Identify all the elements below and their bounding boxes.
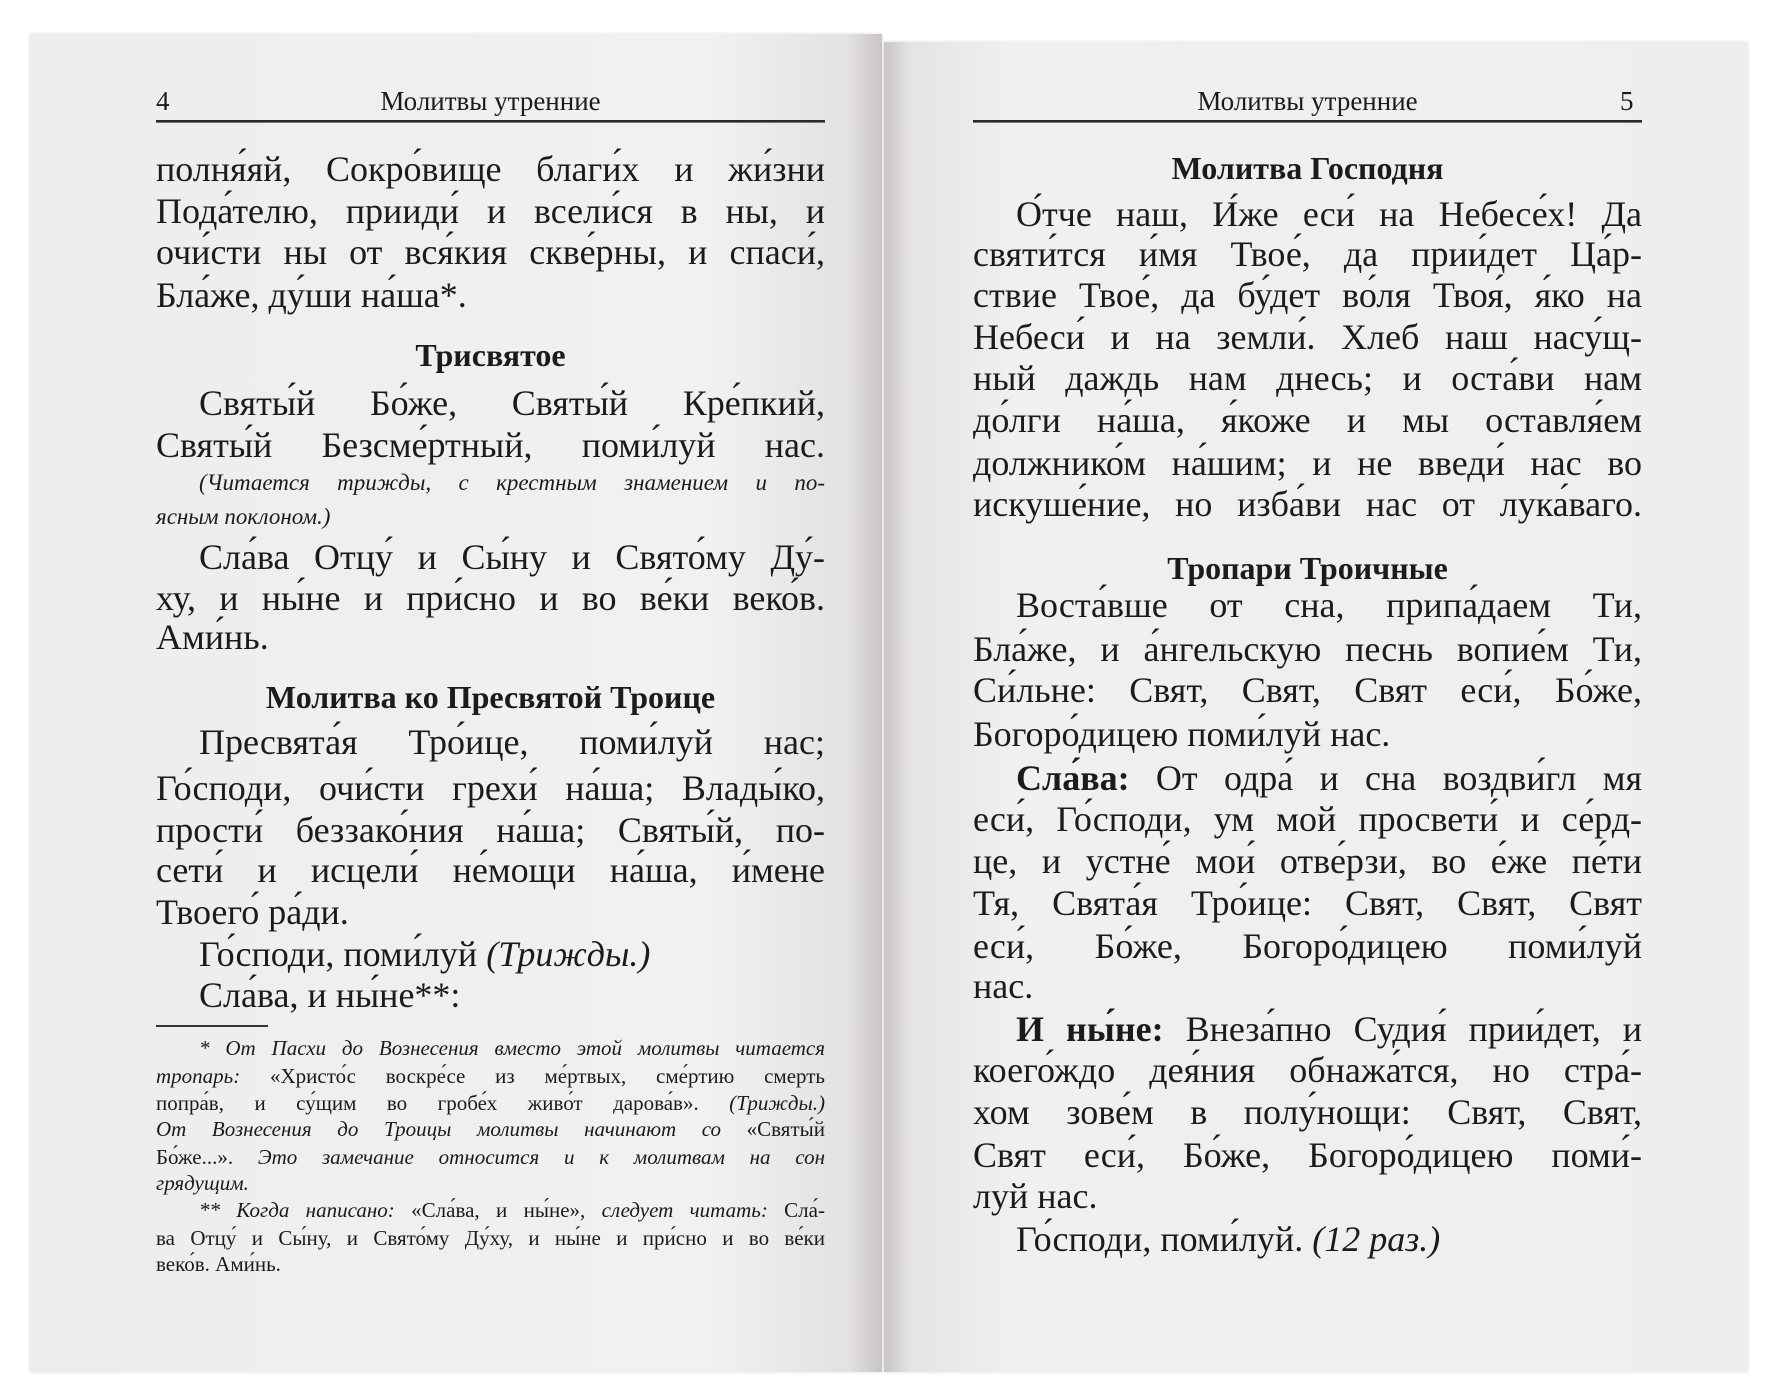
- footnote-line: [156, 1251, 825, 1278]
- left-text-line: [156, 496, 825, 538]
- text-segment: искуше́ние, но изба́ви нас от лука́ваго.: [973, 484, 1642, 524]
- left-text-line: [156, 809, 825, 851]
- left-text-heading: [156, 676, 825, 718]
- left-text-line: [156, 424, 825, 466]
- text-segment: веко́в. Ами́нь.: [156, 1251, 281, 1276]
- text-segment: до́лги на́ша, я́коже и мы оставля́ем: [973, 400, 1642, 440]
- footnote-line: [156, 1225, 825, 1252]
- italic-text: (Трижды.): [729, 1090, 825, 1115]
- right-text-line: [973, 965, 1642, 1007]
- left-text-line: [199, 721, 825, 763]
- text-segment: луй нас.: [973, 1176, 1098, 1216]
- right-text-line: [973, 1134, 1642, 1176]
- text-segment: це, и устне́ мои́ отве́рзи, во е́же пе́ти: [973, 841, 1642, 881]
- right-text-line: [973, 882, 1642, 924]
- left-text-line: [156, 767, 825, 809]
- footnote-rule: [156, 1025, 268, 1027]
- text-segment: Твоего́ ра́ди.: [156, 892, 349, 932]
- text-segment: еси́, Го́споди, ум мой просвети́ и се́рд-: [973, 799, 1642, 839]
- text-segment: ный даждь нам днесь; и оста́ви нам: [973, 358, 1642, 398]
- italic-text: следует читать:: [601, 1197, 785, 1222]
- left-text-line: [156, 577, 825, 619]
- right-text-line: [1016, 757, 1642, 799]
- text-segment: О́тче наш, И́же еси́ на Небесе́х! Да: [1016, 194, 1642, 234]
- text-segment: Воста́вше от сна, припа́даем Ти,: [1016, 585, 1642, 625]
- right-text-line: [973, 357, 1642, 399]
- text-segment: прости́ беззако́ния на́ша; Святы́й, по-: [156, 810, 825, 850]
- left-text-heading: [156, 334, 825, 376]
- footnote-line: [156, 1116, 825, 1143]
- text-segment: еси́, Бо́же, Богоро́дицею поми́луй: [973, 926, 1642, 966]
- text-segment: нас.: [973, 966, 1034, 1006]
- right-text-line: [973, 628, 1642, 670]
- text-segment: святи́тся и́мя Твое́, да прии́дет Ца́р-: [973, 234, 1642, 274]
- text-segment: (Читается трижды, с крестным знамением и по-: [199, 470, 825, 495]
- bold-label: И ны́не:: [1016, 1009, 1186, 1049]
- right-text-line: [973, 840, 1642, 882]
- italic-text: грядущим.: [156, 1170, 249, 1195]
- text-segment: Святы́й Безсме́ртный, поми́луй нас.: [156, 425, 825, 465]
- text-segment: Тя, Свята́я Тро́ице: Свят, Свят, Свят: [973, 883, 1642, 923]
- footnote-line: [199, 1035, 825, 1062]
- right-text-line: [973, 483, 1642, 525]
- right-text-line: [973, 1175, 1642, 1217]
- italic-text: ** Когда написано:: [199, 1197, 412, 1222]
- left-text-line: [156, 231, 825, 273]
- text-segment: Го́споди, поми́луй.: [1016, 1219, 1313, 1259]
- footnote-line: [156, 1063, 825, 1090]
- text-segment: попра́в, и су́щим во гробе́х живо́т дарова́в».: [156, 1090, 730, 1115]
- left-text-line: [199, 933, 825, 975]
- left-text-line: [199, 536, 825, 578]
- text-segment: ху, и ны́не и при́сно и во ве́ки веко́в.: [156, 578, 825, 618]
- header-rule-right: [973, 120, 1642, 123]
- left-text-line: [156, 148, 825, 190]
- text-segment: Святы́й Бо́же, Святы́й Кре́пкий,: [199, 383, 825, 423]
- left-text-line: [199, 382, 825, 424]
- right-text-line: [973, 274, 1642, 316]
- left-text-line: [156, 274, 825, 316]
- text-segment: Пода́телю, прииди́ и всели́ся в ны, и: [156, 191, 825, 231]
- right-text-line: [1016, 193, 1642, 235]
- footnote-line: [156, 1144, 825, 1171]
- running-head-left: Молитвы утренние: [380, 86, 601, 116]
- right-text-line: [973, 442, 1642, 484]
- text-segment: должнико́м на́шим; и не введи́ нас во: [973, 443, 1642, 483]
- text-segment: Бла́же, ду́ши на́ша*.: [156, 275, 467, 315]
- footnote-line: [199, 1197, 825, 1224]
- italic-text: тропарь:: [156, 1063, 271, 1088]
- text-segment: Си́льне: Свят, Свят, Свят еси́, Бо́же,: [973, 670, 1642, 710]
- left-text-line: [156, 891, 825, 933]
- running-head-right-text: Молитвы утренние: [1197, 86, 1418, 116]
- italic-text: От Вознесения до Троицы молитвы начинают со: [156, 1116, 747, 1141]
- text-segment: Молитва ко Пресвятой Троице: [265, 679, 716, 715]
- right-text-heading: [973, 147, 1642, 189]
- text-segment: Тропари Троичные: [1167, 550, 1448, 586]
- text-segment: ва Отцу́ и Сы́ну, и Свято́му Ду́ху, и ны́не и при́сно и во ве́ки: [156, 1225, 825, 1250]
- text-segment: Бо́же...».: [156, 1144, 258, 1169]
- text-segment: Свят еси́, Бо́же, Богоро́дицею поми́-: [973, 1135, 1642, 1175]
- right-text-heading: [973, 547, 1642, 589]
- text-segment: Бла́же, и а́нгельскую песнь вопие́м Ти,: [973, 629, 1642, 669]
- text-segment: «Христо́с воскре́се из ме́ртвых, сме́ртию смерть: [270, 1063, 826, 1088]
- left-text-line: [156, 190, 825, 232]
- text-segment: «Святы́й: [746, 1116, 825, 1141]
- right-text-line: [973, 713, 1642, 755]
- text-segment: очи́сти ны от вся́кия скве́рны, и спаси́,: [156, 232, 825, 272]
- text-segment: Сла́ва, и ны́не**:: [199, 975, 461, 1015]
- text-segment: Пресвята́я Тро́ице, поми́луй нас;: [199, 722, 825, 762]
- right-text-line: [973, 925, 1642, 967]
- right-text-line: [973, 1049, 1642, 1091]
- right-text-line: [973, 1091, 1642, 1133]
- text-segment: коего́ждо дея́ния обнажа́тся, но стра́-: [973, 1050, 1642, 1090]
- text-segment: ясным поклоном.): [156, 504, 331, 529]
- text-segment: полня́яй, Сокро́вище благи́х и жи́зни: [156, 149, 825, 189]
- text-segment: Сла́-: [784, 1197, 825, 1222]
- text-segment: Го́споди, очи́сти грехи́ на́ша; Влады́ко,: [156, 768, 825, 808]
- bold-label: Сла́ва:: [1016, 758, 1156, 798]
- right-text-line: [1016, 584, 1642, 626]
- running-head-right: [973, 84, 1642, 118]
- footnote-line: [156, 1170, 825, 1197]
- header-rule-left: [156, 120, 825, 123]
- right-text-line: [973, 399, 1642, 441]
- right-text-line: [1016, 1008, 1642, 1050]
- text-segment: Трисвятое: [415, 337, 566, 373]
- text-segment: хом зове́м в полу́нощи: Свят, Свят,: [973, 1092, 1642, 1132]
- text-segment: Ами́нь.: [156, 617, 269, 657]
- text-segment: Внеза́пно Судия́ прии́дет, и: [1185, 1009, 1642, 1049]
- text-segment: Небеси́ и на земли́. Хлеб наш насу́щ-: [973, 317, 1642, 357]
- italic-text: (Трижды.): [486, 934, 651, 974]
- right-text-line: [973, 233, 1642, 275]
- italic-text: * От Пасхи до Вознесения вместо этой молитвы читается: [199, 1035, 825, 1060]
- text-segment: От одра́ и сна воздви́гл мя: [1155, 758, 1643, 798]
- text-segment: Сла́ва Отцу́ и Сы́ну и Свято́му Ду́-: [199, 537, 825, 577]
- text-segment: ствие Твое́, да бу́дет во́ля Твоя́, я́ко на: [973, 275, 1642, 315]
- right-text-line: [973, 669, 1642, 711]
- text-segment: Молитва Господня: [1171, 150, 1444, 186]
- text-segment: «Сла́ва, и ны́не»,: [411, 1197, 602, 1222]
- right-text-line: [973, 316, 1642, 358]
- italic-text: Это замечание относится и к молитвам на сон: [257, 1144, 825, 1169]
- text-segment: Богоро́дицею поми́луй нас.: [973, 714, 1391, 754]
- page-number-left: 4: [156, 86, 170, 116]
- left-text-line: [199, 974, 825, 1016]
- left-text-line: [156, 616, 825, 658]
- right-text-line: [973, 798, 1642, 840]
- right-text-line: [1016, 1218, 1642, 1260]
- text-segment: Го́споди, поми́луй: [199, 934, 487, 974]
- footnote-line: [156, 1090, 825, 1117]
- left-text-line: [156, 849, 825, 891]
- page-number-right: 5: [1620, 86, 1634, 116]
- text-segment: сети́ и исцели́ не́мощи на́ша, и́мене: [156, 850, 825, 890]
- italic-text: (12 раз.): [1312, 1219, 1441, 1259]
